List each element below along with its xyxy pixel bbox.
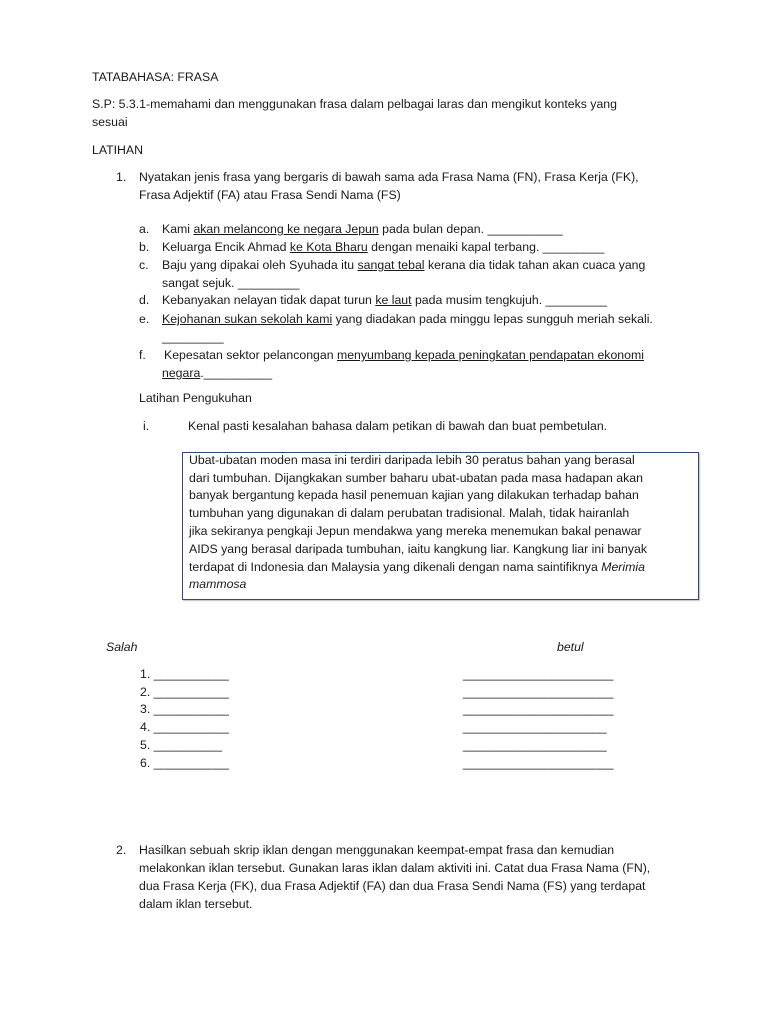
passage-line: banyak bergantung kepada hasil penemuan kajian yang dilakukan terhadap bahan xyxy=(189,488,639,502)
salah-answer-line[interactable]: 2. ___________ xyxy=(140,685,229,699)
q2-number: 2. xyxy=(116,843,127,857)
item-c-label: c. xyxy=(139,258,149,272)
betul-answer-line[interactable]: ______________________ xyxy=(463,667,614,681)
betul-answer-line[interactable]: ______________________ xyxy=(463,702,614,716)
q1-line-2: Frasa Adjektif (FA) atau Frasa Sendi Nama (FS) xyxy=(139,188,401,202)
passage-line: mammosa xyxy=(189,577,247,591)
passage-line: tumbuhan yang digunakan di dalam perubatan tradisional. Malah, tidak hairanlah xyxy=(189,506,630,520)
item-f-label: f. xyxy=(139,348,146,362)
item-b: Keluarga Encik Ahmad ke Kota Bharu dengan menaiki kapal terbang. _________ xyxy=(162,240,605,254)
page-title: TATABAHASA: FRASA xyxy=(92,70,219,84)
item-d-label: d. xyxy=(139,293,150,307)
passage-line: dari tumbuhan. Dijangkakan sumber baharu ubat-ubatan pada masa hadapan akan xyxy=(189,471,643,485)
betul-answer-line[interactable]: _____________________ xyxy=(463,738,607,752)
betul-label: betul xyxy=(557,640,584,654)
salah-answer-line[interactable]: 4. ___________ xyxy=(140,720,229,734)
pengukuhan-number: i. xyxy=(143,419,150,433)
item-c-line-2: sangat sejuk. _________ xyxy=(162,276,300,290)
passage-line: jika sekiranya pengkaji Jepun mendakwa yang mereka menemukan bakal penawar xyxy=(189,524,642,538)
q1-line-1: Nyatakan jenis frasa yang bergaris di bawah sama ada Frasa Nama (FN), Frasa Kerja (FK), xyxy=(139,170,639,184)
salah-answer-line[interactable]: 6. ___________ xyxy=(140,756,229,770)
item-a-label: a. xyxy=(139,222,150,236)
item-f: Kepesatan sektor pelancongan menyumbang kepada peningkatan pendapatan ekonomi xyxy=(164,348,644,362)
item-d: Kebanyakan nelayan tidak dapat turun ke laut pada musim tengkujuh. _________ xyxy=(162,293,608,307)
passage-line: AIDS yang berasal daripada tumbuhan, iaitu kangkung liar. Kangkung liar ini banyak xyxy=(189,542,648,556)
item-c: Baju yang dipakai oleh Syuhada itu sangat tebal kerana dia tidak tahan akan cuaca yang xyxy=(162,258,646,272)
q2-line: dalam iklan tersebut. xyxy=(139,897,253,911)
item-a: Kami akan melancong ke negara Jepun pada bulan depan. ___________ xyxy=(162,222,563,236)
latihan-heading: LATIHAN xyxy=(92,143,144,157)
q2-line: Hasilkan sebuah skrip iklan dengan menggunakan keempat-empat frasa dan kemudian xyxy=(139,843,615,857)
item-e: Kejohanan sukan sekolah kami yang diadakan pada minggu lepas sungguh meriah sekali. xyxy=(162,312,653,326)
passage-line: terdapat di Indonesia dan Malaysia yang dikenali dengan nama saintifiknya Merimia xyxy=(189,560,645,574)
q2-line: melakonkan iklan tersebut. Gunakan laras iklan dalam aktiviti ini. Catat dua Frasa Nama (FN), xyxy=(139,861,651,875)
salah-label: Salah xyxy=(106,640,138,654)
sp-line-2: sesuai xyxy=(92,115,128,129)
q1-number: 1. xyxy=(116,170,127,184)
betul-answer-line[interactable]: ______________________ xyxy=(463,756,614,770)
item-e-label: e. xyxy=(139,312,150,326)
q2-line: dua Frasa Kerja (FK), dua Frasa Adjektif (FA) dan dua Frasa Sendi Nama (FS) yang terdapat xyxy=(139,879,646,893)
salah-answer-line[interactable]: 1. ___________ xyxy=(140,667,229,681)
item-e-line-2: _________ xyxy=(162,330,224,344)
item-f-line-2: negara.__________ xyxy=(162,366,273,380)
passage-line: Ubat-ubatan moden masa ini terdiri daripada lebih 30 peratus bahan yang berasal xyxy=(189,453,635,467)
betul-answer-line[interactable]: _____________________ xyxy=(463,720,607,734)
pengukuhan-instruction: Kenal pasti kesalahan bahasa dalam petikan di bawah dan buat pembetulan. xyxy=(188,419,608,433)
sp-line-1: S.P: 5.3.1-memahami dan menggunakan frasa dalam pelbagai laras dan mengikut konteks yang xyxy=(92,97,617,111)
salah-answer-line[interactable]: 5. __________ xyxy=(140,738,223,752)
betul-answer-line[interactable]: ______________________ xyxy=(463,685,614,699)
pengukuhan-heading: Latihan Pengukuhan xyxy=(139,391,252,405)
salah-answer-line[interactable]: 3. ___________ xyxy=(140,702,229,716)
item-b-label: b. xyxy=(139,240,150,254)
